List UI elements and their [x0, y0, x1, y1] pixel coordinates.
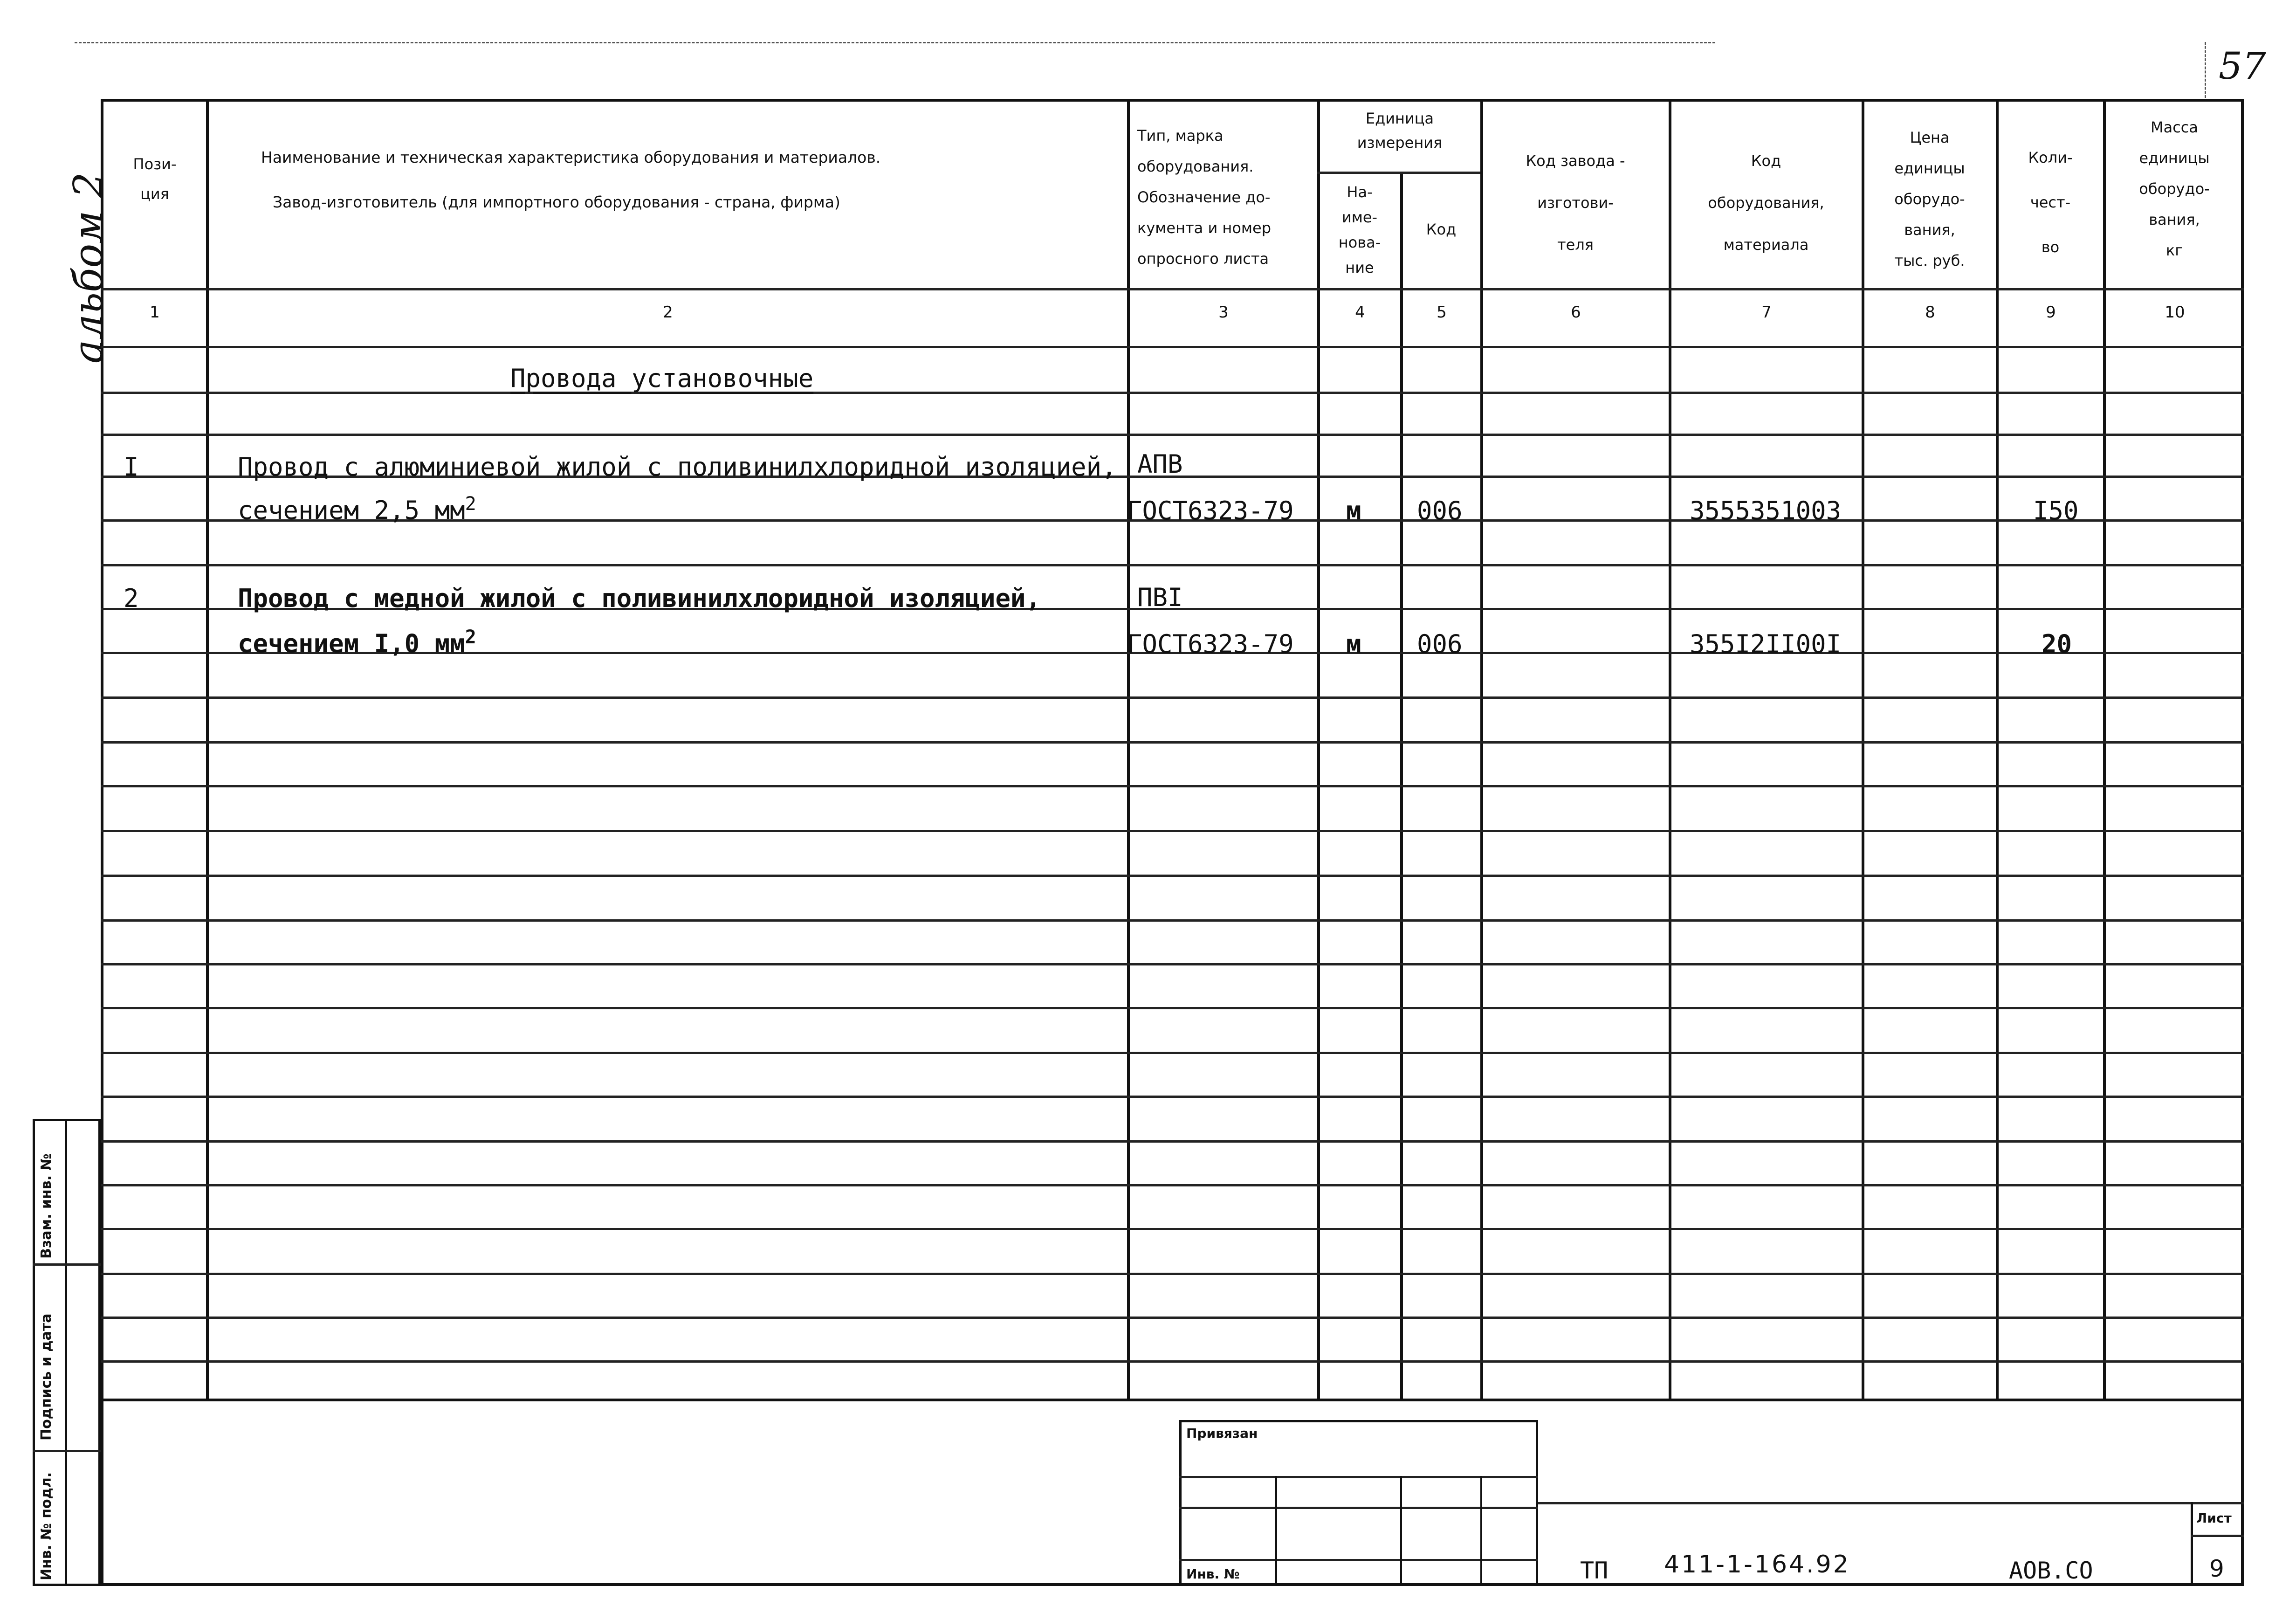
row1-material-code: 3555351003 [1690, 496, 1842, 525]
binding-col-1 [1275, 1476, 1277, 1586]
row1-unit-code: 006 [1417, 496, 1463, 525]
ruling-line [101, 1007, 2244, 1009]
header-type: Тип, марка оборудования. Обозначение до- кумента и номер опросного листа [1137, 127, 1272, 268]
colnum-5: 5 [1437, 303, 1447, 322]
tp-label: ТП [1580, 1557, 1609, 1584]
ruling-line [101, 1273, 2244, 1275]
ruling-line [101, 1360, 2244, 1363]
ruling-line [101, 919, 2244, 922]
row2-unit: м [1346, 629, 1361, 659]
col-divider-7 [1862, 99, 1864, 1399]
table-bottom-rule [101, 1399, 2244, 1401]
colnum-10: 10 [2165, 303, 2185, 322]
binding-rule-1 [1179, 1476, 1538, 1478]
binding-col-2 [1400, 1476, 1402, 1586]
ruling-line [101, 830, 2244, 832]
header-material-code: Код оборудования, материала [1708, 152, 1824, 254]
row2-name-line1: Провод с медной жилой с поливинилхлоридной изоляцией, [238, 584, 1041, 613]
ruling-line [101, 963, 2244, 965]
col-divider-6 [1669, 99, 1671, 1399]
row1-standard: ГОСТ6323-79 [1127, 496, 1294, 525]
header-unit-name: На- име- нова- ние [1338, 183, 1381, 276]
header-position: Пози- ция [133, 155, 177, 203]
header-bottom-rule [101, 288, 2244, 290]
header-name: Наименование и техническая характеристика оборудования и материалов. Завод-изготовитель (для импортного оборудования - страна, фирма) [261, 148, 881, 211]
col-divider-2 [1127, 99, 1130, 1399]
page-number: 57 [2219, 44, 2266, 88]
colnum-1: 1 [150, 303, 160, 322]
col-divider-8 [1996, 99, 1999, 1399]
sheet-number: 9 [2209, 1555, 2224, 1582]
header-mass: Масса единицы оборудо- вания, кг [2139, 118, 2210, 259]
header-quantity: Коли- чест- во [2028, 149, 2073, 256]
header-unit-code: Код [1426, 221, 1457, 238]
side-stamp-inv-podl: Инв. № подл. [38, 1472, 55, 1580]
top-rule [75, 42, 1715, 43]
row2-quantity: 20 [2042, 629, 2072, 659]
col-divider-3 [1317, 99, 1320, 1399]
colnum-4: 4 [1355, 303, 1365, 322]
row2-type: ПВI [1137, 583, 1183, 612]
ruling-line [101, 1184, 2244, 1186]
header-factory-code: Код завода - изготови- теля [1526, 152, 1625, 254]
row2-unit-code: 006 [1417, 629, 1463, 659]
side-stamp-rule-1 [33, 1263, 101, 1266]
ruling-line [101, 434, 2244, 436]
colnum-2: 2 [663, 303, 673, 322]
ruling-line [101, 1140, 2244, 1143]
side-stamp-rule-2 [33, 1450, 101, 1452]
ruling-line [101, 392, 2244, 394]
side-stamp-podpis: Подпись и дата [38, 1313, 55, 1441]
document-number: 411-1-164.92 [1664, 1551, 1850, 1579]
row1-unit: м [1346, 496, 1361, 525]
unit-subheader-rule [1317, 172, 1480, 174]
ruling-line [101, 741, 2244, 744]
spec-table-frame [101, 99, 2244, 1586]
row2-material-code: 355I2II00I [1690, 629, 1842, 659]
colnum-6: 6 [1571, 303, 1581, 322]
ruling-line [101, 696, 2244, 699]
ruling-line [101, 564, 2244, 566]
row2-position: 2 [124, 584, 139, 613]
colnum-3: 3 [1218, 303, 1229, 322]
col-divider-1 [206, 99, 209, 1399]
inv-number-label: Инв. № [1186, 1566, 1240, 1582]
binding-label: Привязан [1186, 1426, 1258, 1441]
ruling-line [101, 1317, 2244, 1319]
title-block-top-rule [1538, 1502, 2244, 1504]
page-number-rule [2205, 42, 2206, 98]
row1-name-line1: Провод с алюминиевой жилой с поливинилхлоридной изоляцией, [238, 452, 1117, 482]
colnum-9: 9 [2046, 303, 2056, 322]
sheet-box-rule [2191, 1535, 2244, 1537]
row1-quantity: I50 [2033, 496, 2079, 525]
sheet-label: Лист [2196, 1510, 2232, 1526]
row1-position: I [124, 452, 139, 482]
album-note: альбом 2 [65, 172, 112, 364]
side-stamp-vzam: Взам. инв. № [38, 1153, 55, 1259]
side-stamp-divider [65, 1119, 67, 1586]
section-title: Провода установочные [510, 364, 814, 393]
ruling-line [101, 785, 2244, 787]
header-unit: Единица измерения [1357, 110, 1443, 152]
row1-type: АПВ [1137, 449, 1183, 479]
col-divider-9 [2103, 99, 2106, 1399]
document-code: АОВ.СО [2009, 1557, 2093, 1584]
binding-col-3 [1480, 1476, 1482, 1586]
header-price: Цена единицы оборудо- вания, тыс. руб. [1894, 129, 1965, 269]
row2-standard: ГОСТ6323-79 [1127, 629, 1294, 659]
row1-name-line2: сечением 2,5 $мм^2$ [238, 493, 476, 525]
colnum-8: 8 [1925, 303, 1935, 322]
binding-rule-3 [1179, 1559, 1538, 1561]
colnum-bottom-rule [101, 346, 2244, 348]
ruling-line [101, 875, 2244, 877]
col-divider-5 [1480, 99, 1483, 1399]
binding-rule-2 [1179, 1507, 1538, 1509]
ruling-line [101, 1228, 2244, 1230]
row2-name-line2: сечением I,0 $мм^2$ [238, 627, 476, 658]
ruling-line [101, 1096, 2244, 1098]
ruling-line [101, 1052, 2244, 1054]
colnum-7: 7 [1761, 303, 1772, 322]
